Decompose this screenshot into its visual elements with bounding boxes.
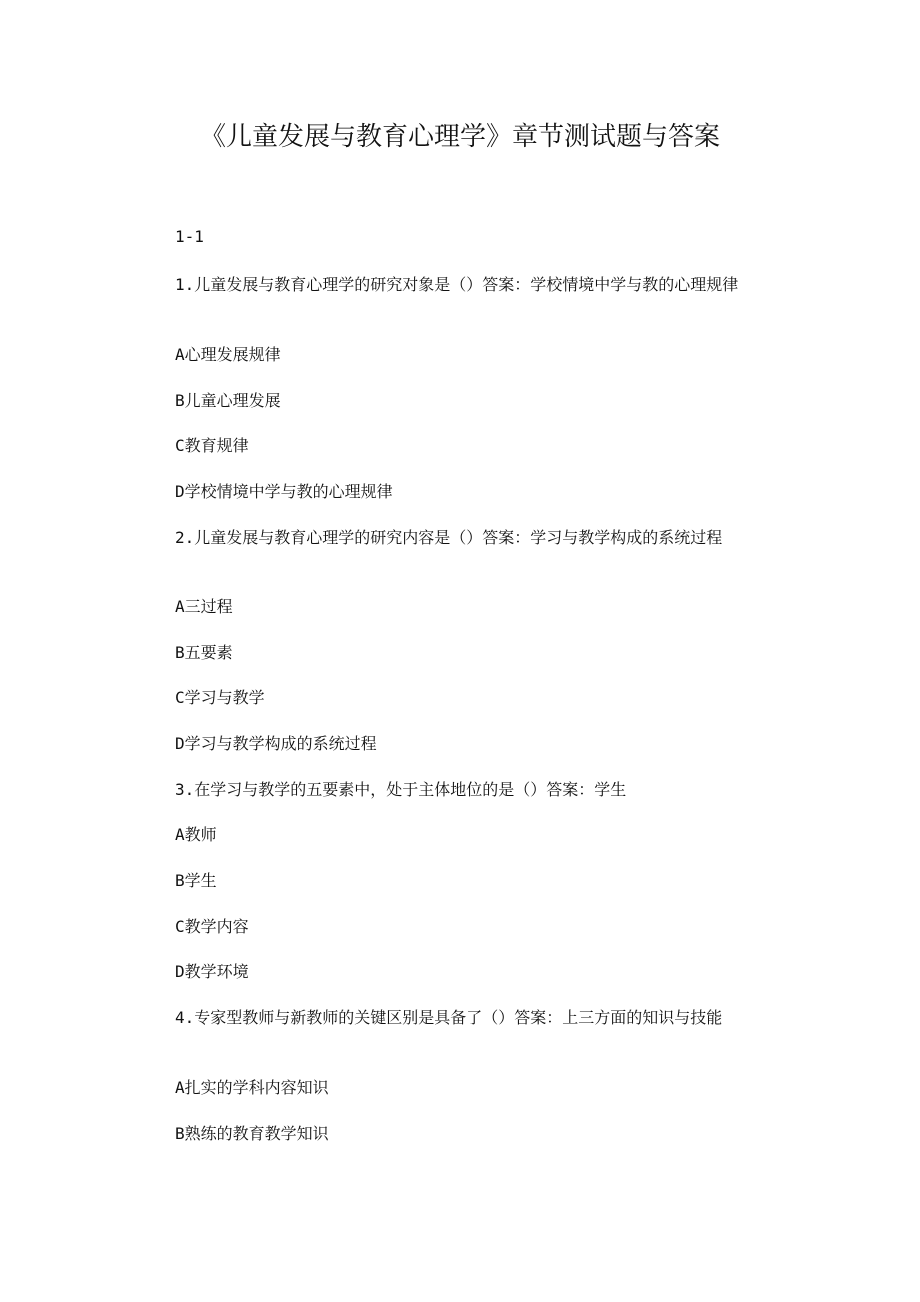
document-title: 《儿童发展与教育心理学》章节测试题与答案	[199, 122, 720, 152]
question-4-option-a: A扎实的学科内容知识	[175, 1078, 329, 1097]
question-2-option-c: C学习与教学	[175, 688, 265, 707]
question-stem-1: 1.儿童发展与教育心理学的研究对象是（）答案：学校情境中学与教的心理规律	[175, 275, 739, 294]
question-1-option-c: C教育规律	[175, 436, 249, 455]
question-3-option-b: B学生	[175, 871, 217, 890]
question-stem-3: 3.在学习与教学的五要素中，处于主体地位的是（）答案：学生	[175, 780, 627, 799]
section-label: 1-1	[175, 227, 204, 246]
question-2-option-b: B五要素	[175, 643, 233, 662]
question-2-option-a: A三过程	[175, 597, 233, 616]
question-stem-4: 4.专家型教师与新教师的关键区别是具备了（）答案：上三方面的知识与技能	[175, 1008, 723, 1027]
question-3-option-a: A教师	[175, 825, 217, 844]
question-1-option-a: A心理发展规律	[175, 345, 281, 364]
question-3-option-d: D教学环境	[175, 962, 249, 981]
question-1-option-d: D学校情境中学与教的心理规律	[175, 482, 393, 501]
question-3-option-c: C教学内容	[175, 917, 249, 936]
question-2-option-d: D学习与教学构成的系统过程	[175, 734, 377, 753]
question-4-option-b: B熟练的教育教学知识	[175, 1124, 329, 1143]
question-1-option-b: B儿童心理发展	[175, 391, 281, 410]
question-stem-2: 2.儿童发展与教育心理学的研究内容是（）答案：学习与教学构成的系统过程	[175, 528, 723, 547]
